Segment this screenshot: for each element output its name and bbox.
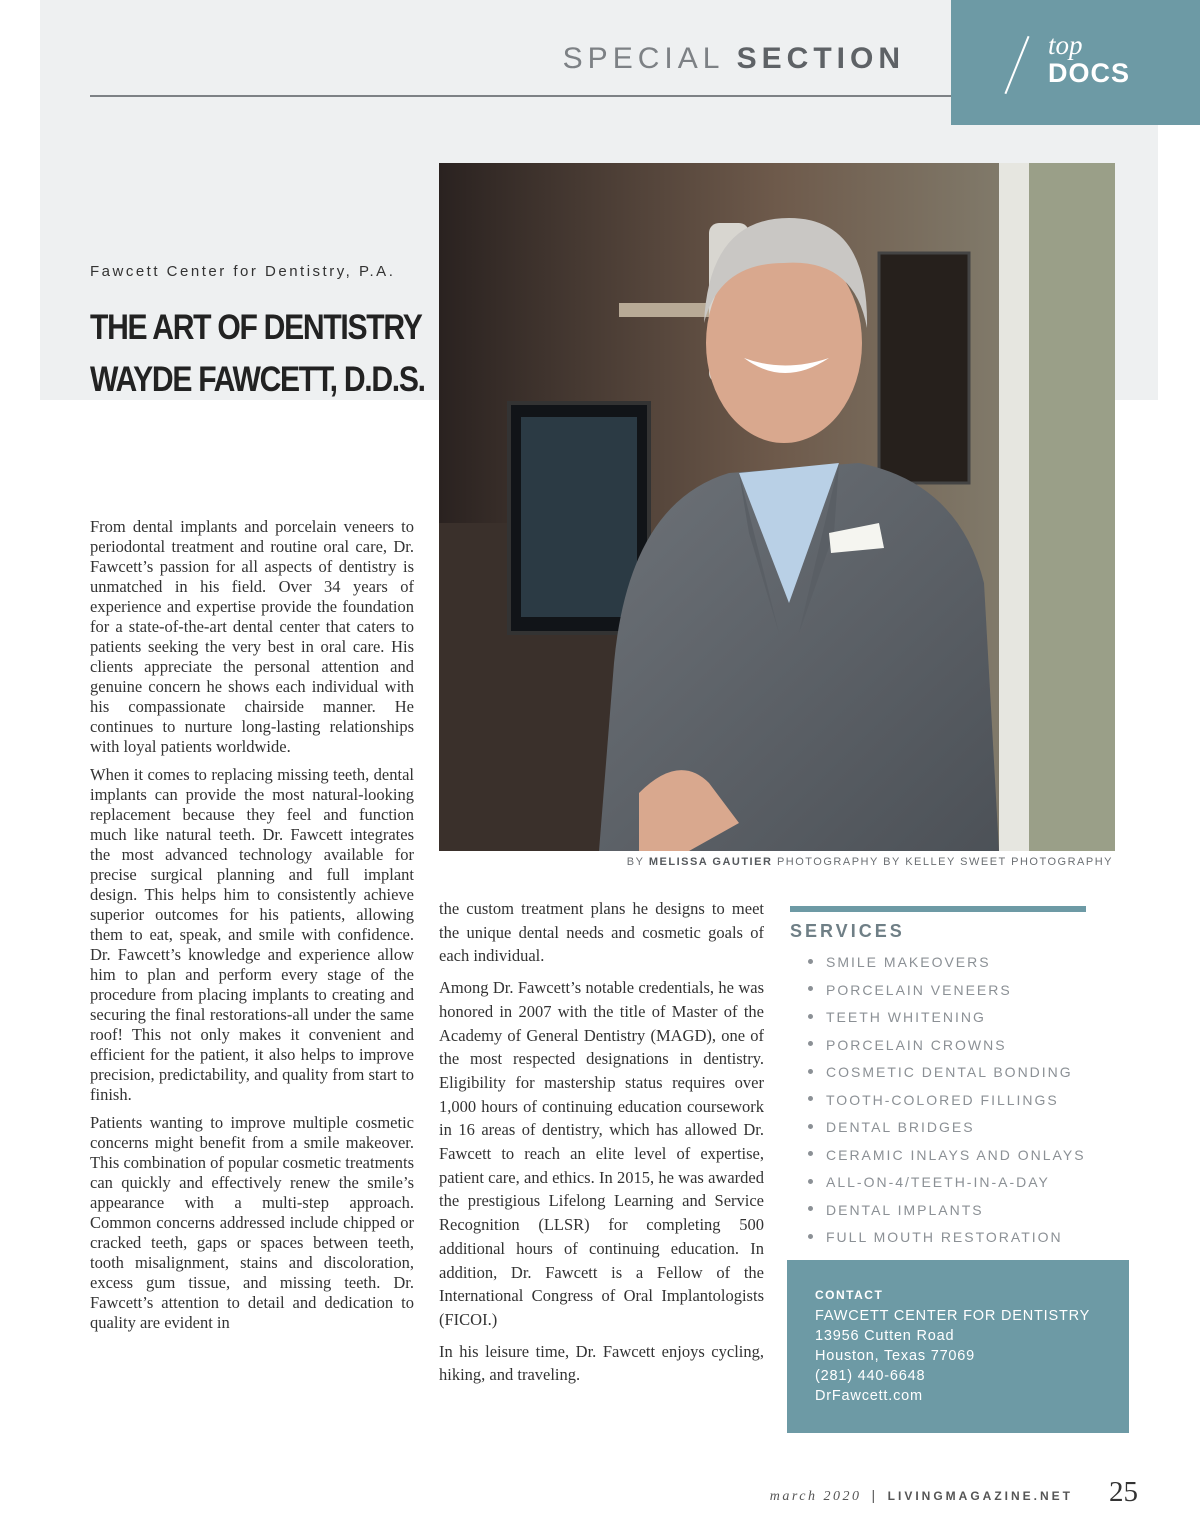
service-item: CERAMIC INLAYS AND ONLAYS [808,1143,1086,1171]
service-item: FULL MOUTH RESTORATION [808,1225,1086,1253]
doctor-portrait-photo [439,163,1115,851]
bullet-icon [808,1041,813,1046]
contact-details [815,1306,1090,1406]
badge-docs-text: DOCS [1048,58,1131,88]
article-column-2 [439,897,764,1395]
credit-photographer: MELISSA GAUTIER [648,856,773,868]
services-list [808,950,1086,1253]
service-item: PORCELAIN VENEERS [808,978,1086,1006]
badge-top-text: top [1048,30,1083,60]
section-light-word: SPECIAL [562,42,724,75]
contact-address: 13956 Cutten Road [815,1328,955,1344]
bullet-icon [808,1124,813,1129]
bullet-icon [808,959,813,964]
services-title: SERVICES [790,921,905,941]
headline-line-1: THE ART OF DENTISTRY [90,308,422,347]
page-number: 25 [1109,1476,1138,1508]
bullet-icon [808,1151,813,1156]
service-item: TOOTH-COLORED FILLINGS [808,1088,1086,1116]
bullet-icon [808,1096,813,1101]
bullet-icon [808,1234,813,1239]
section-bold-word: SECTION [736,42,905,75]
services-accent-bar [790,906,1086,912]
service-item: PORCELAIN CROWNS [808,1033,1086,1061]
bullet-icon [808,1206,813,1211]
paragraph: Among Dr. Fawcett’s notable credentials, he was honored in 2007 with the title of Master of the Academy of General Dentistry (MAGD), one of the most respected designations in dentistry. Eligibility for mastership status requires over 1,000 hours of continuing education coursework in 16 areas of dentistry, which has allowed Dr. Fawcett to reach an elite level of expertise, patient care, and ethics. In 2015, he was awarded the prestigious Lifelong Learning and Service Recognition (LLSR) for completing 500 additional hours of continuing education. In addition, Dr. Fawcett is a Fellow of the International Congress of Oral Implantologists (FICOI.) [439,978,764,1329]
paragraph: In his leisure time, Dr. Fawcett enjoys cycling, hiking, and traveling. [439,1341,764,1385]
special-section-title [563,42,905,76]
credit-by: BY [626,856,645,868]
contact-label: CONTACT [815,1288,884,1302]
bullet-icon [808,1069,813,1074]
service-item: COSMETIC DENTAL BONDING [808,1060,1086,1088]
service-item: ALL-ON-4/TEETH-IN-A-DAY [808,1170,1086,1198]
page-footer [770,1487,1073,1505]
bullet-icon [808,986,813,991]
paragraph: When it comes to replacing missing teeth, dental implants can provide the most natural-looking replacement because they feel and function much like natural teeth. Dr. Fawcett integrates the most advanced technology available for precise surgical planning and full implant design. This helps him to consistently achieve superior outcomes for his patients, allowing them to eat, speak, and smile with confidence. Dr. Fawcett’s knowledge and experience allow him to plan and perform every stage of the procedure from placing implants to creating and securing the final restorations-all under the same roof! This not only makes it convenient and efficient for the patient, it also helps to improve precision, predictability, and quality from start to finish. [90,765,414,1104]
service-item: TEETH WHITENING [808,1005,1086,1033]
footer-separator: | [871,1487,878,1503]
service-item: DENTAL IMPLANTS [808,1198,1086,1226]
contact-box [787,1260,1129,1433]
paragraph: From dental implants and porcelain veneers to periodontal treatment and routine oral care, Dr. Fawcett’s passion for all aspects of dentistry is unmatched in his field. Over 34 years of experience and expertise provide the foundation for a state-of-the-art dental center that caters to patients seeking the very best in oral care. His clients appreciate the personal attention and genuine concern he shows each individual with his compassionate chairside manner. He continues to nurture long-lasting relationships with loyal patients worldwide. [90,517,414,756]
article-column-1 [90,517,414,1341]
credit-studio: PHOTOGRAPHY BY KELLEY SWEET PHOTOGRAPHY [776,856,1113,868]
headline-line-2: WAYDE FAWCETT, D.D.S. [90,360,425,399]
bullet-icon [808,1014,813,1019]
portrait-illustration [439,163,1115,851]
header-divider [90,95,952,97]
contact-phone[interactable]: (281) 440-6648 [815,1368,926,1384]
company-name: Fawcett Center for Dentistry, P.A. [90,263,396,280]
paragraph: the custom treatment plans he designs to meet the unique dental needs and cosmetic goals of each individual. [439,899,764,966]
contact-city: Houston, Texas 77069 [815,1348,976,1364]
paragraph: Patients wanting to improve multiple cosmetic concerns might benefit from a smile makeover. This combination of popular cosmetic treatments can quickly and effectively renew the smile’s appearance with a multi-step approach. Common concerns addressed include chipped or cracked teeth, gaps or spaces between teeth, tooth misalignment, stains and discoloration, excess gum tissue, and missing teeth. Dr. Fawcett’s attention to detail and dedication to quality are evident in [90,1113,414,1332]
article-headline [90,302,425,406]
contact-website-link[interactable]: DrFawcett.com [815,1388,923,1404]
magazine-website: LIVINGMAGAZINE.NET [887,1489,1073,1503]
photo-credit [627,856,1113,868]
contact-name: FAWCETT CENTER FOR DENTISTRY [815,1308,1091,1324]
service-item: SMILE MAKEOVERS [808,950,1086,978]
bullet-icon [808,1179,813,1184]
issue-date: march 2020 [769,1489,862,1504]
service-item: DENTAL BRIDGES [808,1115,1086,1143]
